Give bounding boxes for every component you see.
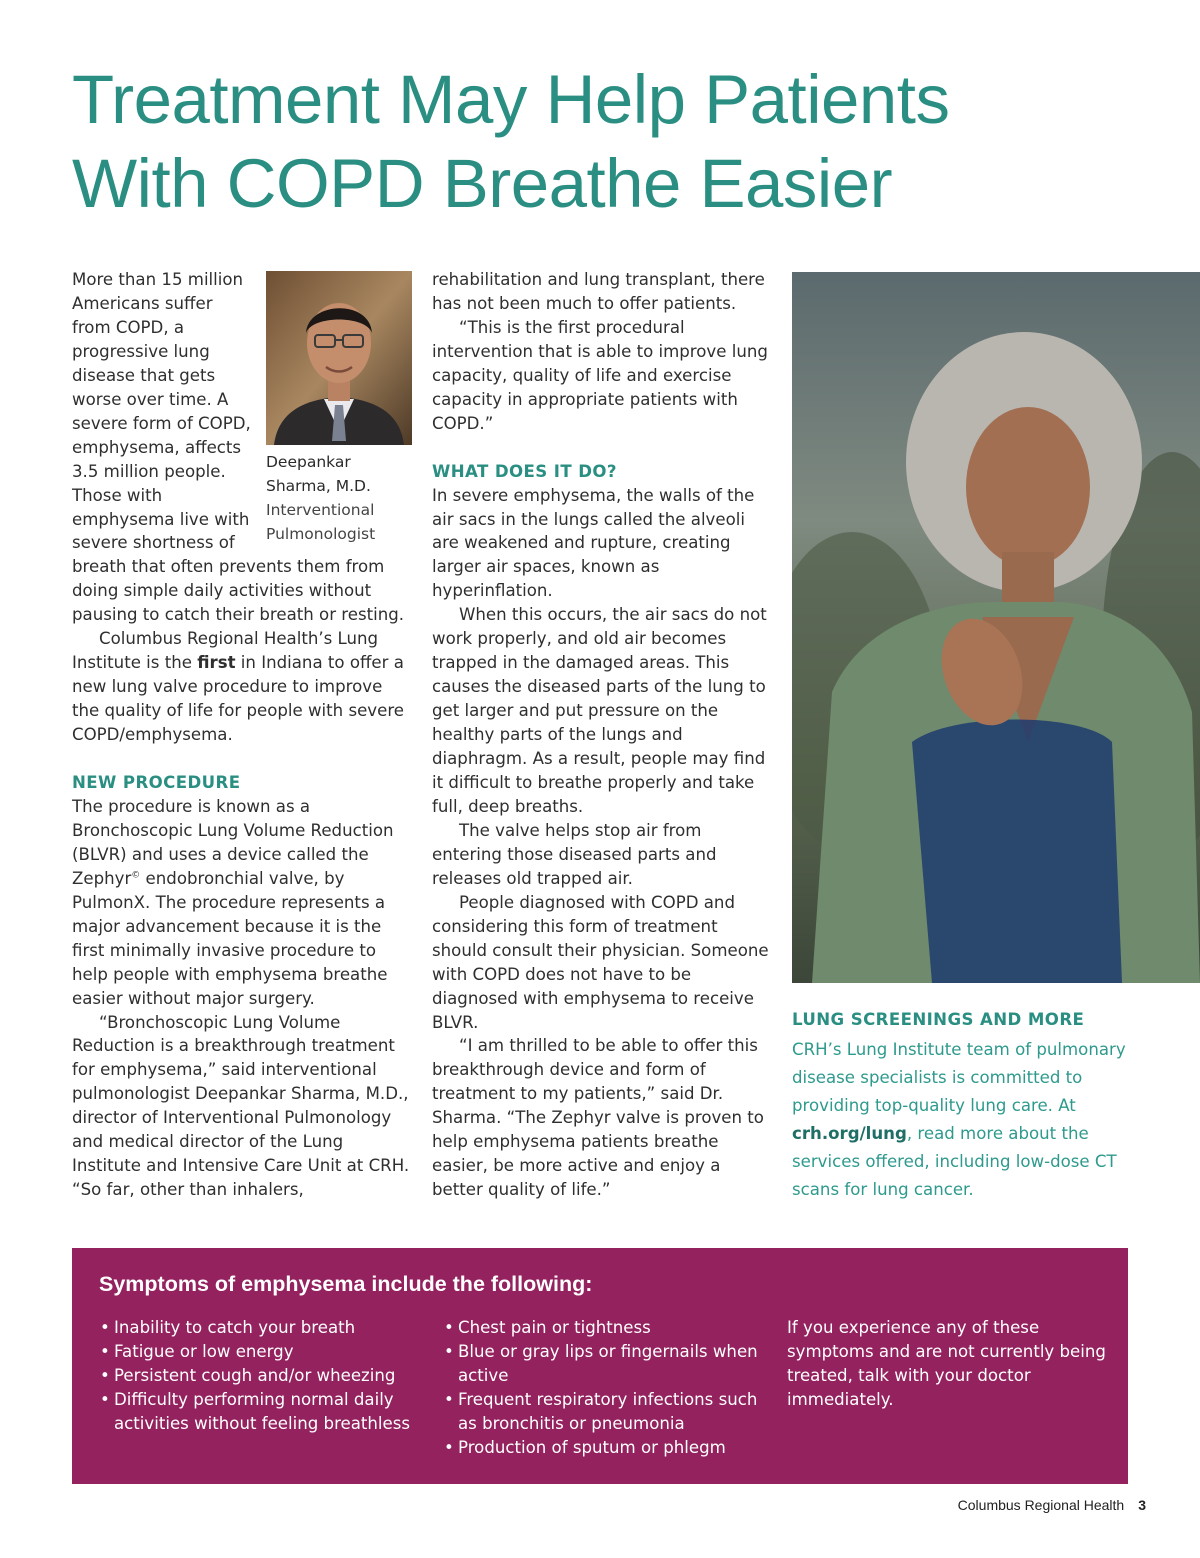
hero-photo-illustration xyxy=(792,272,1200,983)
symptoms-list-1 xyxy=(100,1316,420,1436)
what-paragraph-5: “I am thrilled to be able to offer this breakthrough device and form of treatment to my patients,” said Dr. Sharma. “The Zephyr valve is proven to help emphysema patients breathe easier, be more active and enjoy a better quality of life.” xyxy=(432,1036,764,1200)
symptom-item: • Persistent cough and/or wheezing xyxy=(100,1364,420,1388)
new-procedure-paragraph-1: The procedure is known as a Bronchoscopic Lung Volume Reduction (BLVR) and uses a device called the Zephyr© endobronchial valve, by PulmonX. The procedure represents a major advancement because it is the first minimally invasive procedure to help people with emphysema breathe easier without major surgery. xyxy=(72,796,394,1008)
new-procedure-heading: NEW PROCEDURE xyxy=(72,773,241,792)
article-column-2 xyxy=(432,268,772,1202)
symptoms-advice: If you experience any of these symptoms and are not currently being treated, talk with your doctor immediately. xyxy=(787,1318,1106,1409)
symptom-item: • Inability to catch your breath xyxy=(100,1316,420,1340)
title-line-2: With COPD Breathe Easier xyxy=(72,145,893,222)
author-headshot-illustration xyxy=(266,271,412,445)
author-profile xyxy=(266,271,412,547)
symptom-item: • Chest pain or tightness xyxy=(444,1316,764,1340)
symptom-item: • Production of sputum or phlegm xyxy=(444,1436,764,1460)
page-number: 3 xyxy=(1138,1497,1146,1513)
author-role: Interventional Pulmonologist xyxy=(266,500,376,543)
lung-screenings-sidebar xyxy=(792,1008,1142,1204)
publication-name: Columbus Regional Health xyxy=(957,1497,1125,1513)
page-title xyxy=(72,58,1172,226)
sidebar-heading: LUNG SCREENINGS AND MORE xyxy=(792,1010,1085,1029)
symptoms-panel xyxy=(72,1248,1128,1484)
intro-paragraph: More than 15 million Americans suffer from COPD, a progressive lung disease that gets worse over time. A severe form of COPD, emphysema, affects 3.5 million people. Those with emphysema live with severe shortness of breath that often prevents them from doing simple daily activities without pausing to catch their breath or resting. xyxy=(72,270,405,625)
symptoms-heading: Symptoms of emphysema include the following: xyxy=(99,1272,593,1296)
what-paragraph-2: When this occurs, the air sacs do not work properly, and old air becomes trapped in the damaged areas. This causes the diseased parts of the lung to get larger and put pressure on the healthy parts of the lungs and diaphragm. As a result, people may find it difficult to breathe properly and take full, deep breaths. xyxy=(432,605,767,816)
what-paragraph-3: The valve helps stop air from entering those diseased parts and releases old trapped air. xyxy=(432,820,717,888)
symptom-item: • Fatigue or low energy xyxy=(100,1340,420,1364)
crh-lung-link[interactable]: crh.org/lung xyxy=(792,1124,907,1143)
symptoms-list-2 xyxy=(444,1316,764,1460)
symptom-item: • Difficulty performing normal daily activities without feeling breathless xyxy=(100,1388,420,1436)
what-paragraph-4: People diagnosed with COPD and considering this form of treatment should consult their physician. Someone with COPD does not have to be diagnosed with emphysema to receive BLVR. xyxy=(432,892,769,1032)
what-paragraph-1: In severe emphysema, the walls of the air sacs in the lungs called the alveoli are weakened and rupture, creating larger air spaces, known as hyperinflation. xyxy=(432,485,755,601)
what-does-it-do-heading: WHAT DOES IT DO? xyxy=(432,461,617,481)
symptom-item: • Blue or gray lips or fingernails when active xyxy=(444,1340,764,1388)
institute-paragraph: Columbus Regional Health’s Lung Institute is the first in Indiana to offer a new lung valve procedure to improve the quality of life for people with severe COPD/emphysema. xyxy=(72,629,405,745)
continued-paragraph: rehabilitation and lung transplant, there has not been much to offer patients. xyxy=(432,270,765,313)
page-footer xyxy=(958,1497,1146,1513)
article-column-1 xyxy=(72,268,412,1202)
hero-photo xyxy=(792,272,1200,983)
author-headshot xyxy=(266,271,412,445)
new-procedure-paragraph-2: “Bronchoscopic Lung Volume Reduction is a breakthrough treatment for emphysema,” said interventional pulmonologist Deepankar Sharma, M.D., director of Interventional Pulmonology and medical director of the Lung Institute and Intensive Care Unit at CRH. “So far, other than inhalers, xyxy=(72,1012,410,1200)
title-line-1: Treatment May Help Patients xyxy=(72,61,950,138)
sidebar-text: CRH’s Lung Institute team of pulmonary disease specialists is committed to providing top-quality lung care. At crh.org/lung, read more about the services offered, including low-dose CT scans for lung cancer. xyxy=(792,1040,1126,1199)
symptom-item: • Frequent respiratory infections such as bronchitis or pneumonia xyxy=(444,1388,764,1436)
author-name: Deepankar Sharma, M.D. xyxy=(266,453,371,495)
quote-paragraph: “This is the first procedural intervention that is able to improve lung capacity, quality of life and exercise capacity in appropriate patients with COPD.” xyxy=(432,317,768,433)
